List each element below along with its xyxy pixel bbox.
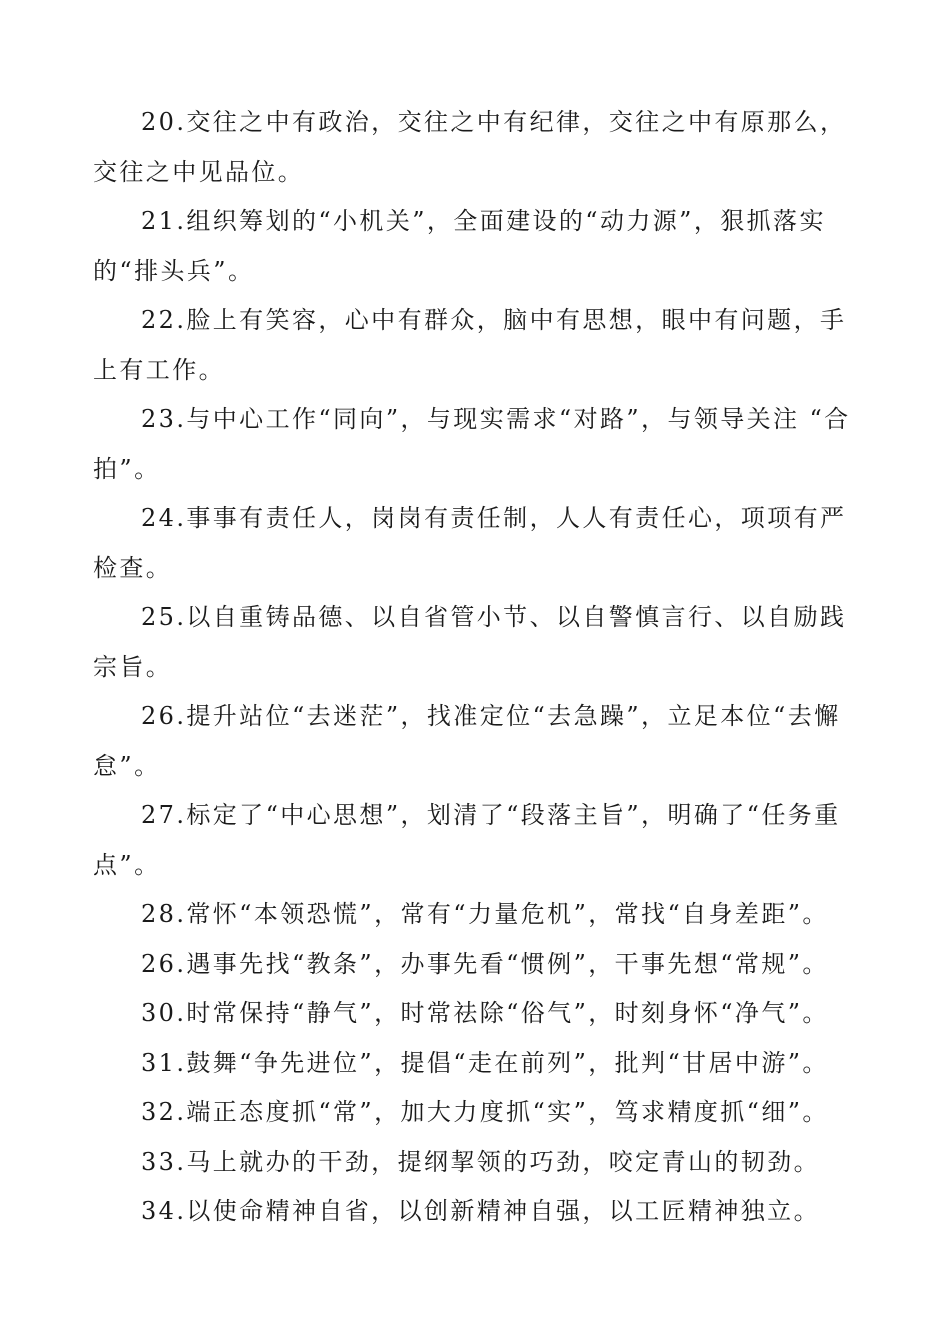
paragraph-22: 22.脸上有笑容，心中有群众，脑中有思想，眼中有问题，手上有工作。 [93, 306, 847, 384]
paragraph-26: 26.提升站位“去迷茫”，找准定位“去急躁”，立足本位“去懈怠”。 [93, 702, 841, 780]
paragraph-23: 23.与中心工作“同向”，与现实需求“对路”，与领导关注 “合拍”。 [93, 405, 851, 483]
paragraph-21: 21.组织筹划的“小机关”，全面建设的“动力源”，狠抓落实的“排头兵”。 [93, 207, 826, 285]
paragraph-28: 28.常怀“本领恐慌”，常有“力量危机”，常找“自身差距”。 [141, 900, 829, 928]
paragraph-32: 32.端正态度抓“常”，加大力度抓“实”，笃求精度抓“细”。 [141, 1098, 829, 1126]
paragraph-26b: 26.遇事先找“教条”，办事先看“惯例”，干事先想“常规”。 [141, 949, 829, 978]
paragraph-20: 20.交往之中有政治，交往之中有纪律，交往之中有原那么，交往之中见品位。 [93, 108, 847, 186]
paragraph-24: 24.事事有责任人，岗岗有责任制，人人有责任心，项项有严检查。 [93, 504, 847, 582]
paragraph-27: 27.标定了“中心思想”，划清了“段落主旨”，明确了“任务重点”。 [93, 801, 841, 879]
paragraph-31: 31.鼓舞“争先进位”，提倡“走在前列”，批判“甘居中游”。 [141, 1048, 829, 1077]
paragraph-25: 25.以自重铸品德、以自省管小节、以自警慎言行、以自励践宗旨。 [93, 603, 847, 681]
paragraph-34: 34.以使命精神自省，以创新精神自强，以工匠精神独立。 [141, 1197, 820, 1225]
paragraph-33: 33.马上就办的干劲，提纲挈领的巧劲，咬定青山的韧劲。 [141, 1147, 820, 1176]
paragraph-30: 30.时常保持“静气”，时常祛除“俗气”，时刻身怀“净气”。 [141, 999, 829, 1027]
document-body [93, 98, 853, 1237]
